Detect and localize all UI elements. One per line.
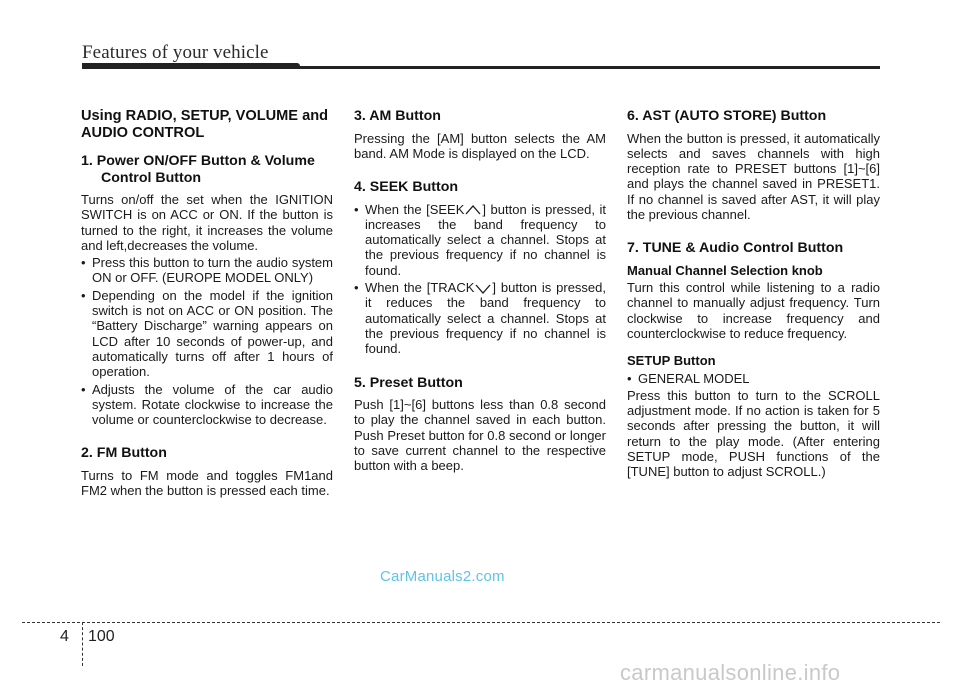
fm-button-desc: Turns to FM mode and toggles FM1and FM2 when the button is pressed each time. bbox=[81, 467, 333, 499]
bullet-icon: • bbox=[354, 201, 359, 217]
ast-button-desc: When the button is pressed, it automatically selects and saves channels with high reception rate to PRESET buttons [1]~[6] and plays the channel saved in PRESET1. If no channel is saved after AST, it will play the previous channel. bbox=[627, 130, 880, 222]
chevron-up-icon bbox=[465, 205, 481, 215]
bullet-icon: • bbox=[627, 370, 632, 386]
bullet-icon: • bbox=[354, 280, 359, 296]
list-item-text: ] button is pressed, it increases the band frequency to automatically select a channel. Stops at the previous frequency if no channel is found. bbox=[365, 201, 606, 278]
section-heading: Using RADIO, SETUP, VOLUME and AUDIO CONTROL bbox=[81, 108, 329, 141]
list-item-text: When the [TRACK bbox=[365, 280, 475, 296]
list-item bbox=[627, 371, 880, 386]
seek-button-title: 4. SEEK Button bbox=[354, 179, 459, 196]
bullet-icon: • bbox=[81, 381, 86, 397]
list-item bbox=[81, 382, 333, 428]
bullet-icon: • bbox=[81, 287, 86, 303]
page-header-title: Features of your vehicle bbox=[82, 42, 269, 63]
header-rule-accent bbox=[82, 63, 300, 69]
fm-button-title: 2. FM Button bbox=[81, 445, 167, 462]
ast-button-title: 6. AST (AUTO STORE) Button bbox=[627, 108, 827, 124]
list-item bbox=[354, 202, 606, 278]
list-item-text: GENERAL MODEL bbox=[638, 370, 750, 386]
preset-button-title: 5. Preset Button bbox=[354, 374, 463, 391]
list-item-text: Depending on the model if the ignition switch is not on ACC or ON position. The “Battery Discharge” warning appears on LCD after 10 seconds of power-up, and automatically turns off after 1 hours of operation. bbox=[92, 287, 333, 380]
chevron-down-icon bbox=[475, 284, 491, 294]
manual-selection-desc: Turn this control while listening to a radio channel to manually adjust frequency. Turn clockwise to increase frequency and counterclockwise to reduce frequency. bbox=[627, 280, 880, 341]
footer-rule bbox=[22, 622, 940, 623]
list-item-text: When the [SEEK bbox=[365, 201, 465, 217]
power-button-desc: Turns on/off the set when the IGNITION SWITCH is on ACC or ON. If the button is turned to the right, it increases the volume and left,decreases the volume. bbox=[81, 192, 333, 253]
am-button-desc: Pressing the [AM] button selects the AM band. AM Mode is displayed on the LCD. bbox=[354, 130, 606, 161]
bullet-icon: • bbox=[81, 255, 86, 271]
seek-button-list bbox=[354, 202, 606, 357]
footer-divider bbox=[82, 622, 83, 666]
power-button-list bbox=[81, 255, 333, 427]
page-number: 100 bbox=[88, 628, 115, 645]
column-1 bbox=[81, 108, 333, 501]
list-item bbox=[81, 288, 333, 380]
watermark-link[interactable]: CarManuals2.com bbox=[380, 568, 505, 585]
list-item-text: Adjusts the volume of the car audio system. Rotate clockwise to increase the volume or counterclockwise to decrease. bbox=[92, 381, 333, 428]
column-2 bbox=[354, 108, 606, 476]
column-3 bbox=[627, 108, 880, 482]
am-button-title: 3. AM Button bbox=[354, 108, 441, 124]
site-watermark: carmanualsonline.info bbox=[620, 660, 841, 685]
list-item bbox=[81, 255, 333, 286]
power-button-title bbox=[81, 153, 333, 186]
preset-button-desc: Push [1]~[6] buttons less than 0.8 second to play the channel saved in each button. Push Preset button for 0.8 second or longer to save current channel to the respective button with a beep. bbox=[354, 397, 606, 474]
manual-selection-subtitle: Manual Channel Selection knob bbox=[627, 262, 823, 278]
list-item bbox=[354, 280, 606, 356]
setup-button-subtitle: SETUP Button bbox=[627, 353, 716, 369]
chapter-number: 4 bbox=[60, 628, 69, 645]
power-button-title-line1: 1. Power ON/OFF Button & Volume bbox=[81, 153, 315, 169]
tune-button-title: 7. TUNE & Audio Control Button bbox=[627, 240, 844, 257]
power-button-title-line2: Control Button bbox=[101, 169, 202, 186]
list-item-text: Press this button to turn the audio system ON or OFF. (EUROPE MODEL ONLY) bbox=[92, 255, 333, 286]
list-item-text: ] button is pressed, it reduces the band frequency to automatically select a channel. Stops at the previous frequency if no channel is found. bbox=[365, 280, 606, 357]
setup-button-list bbox=[627, 371, 880, 386]
setup-button-desc: Press this button to turn to the SCROLL adjustment mode. If no action is taken for 5 seconds after pressing the button, it will return to the play mode. (After entering SETUP mode, PUSH functions of the [TUNE] button to adjust SCROLL.) bbox=[627, 387, 880, 480]
